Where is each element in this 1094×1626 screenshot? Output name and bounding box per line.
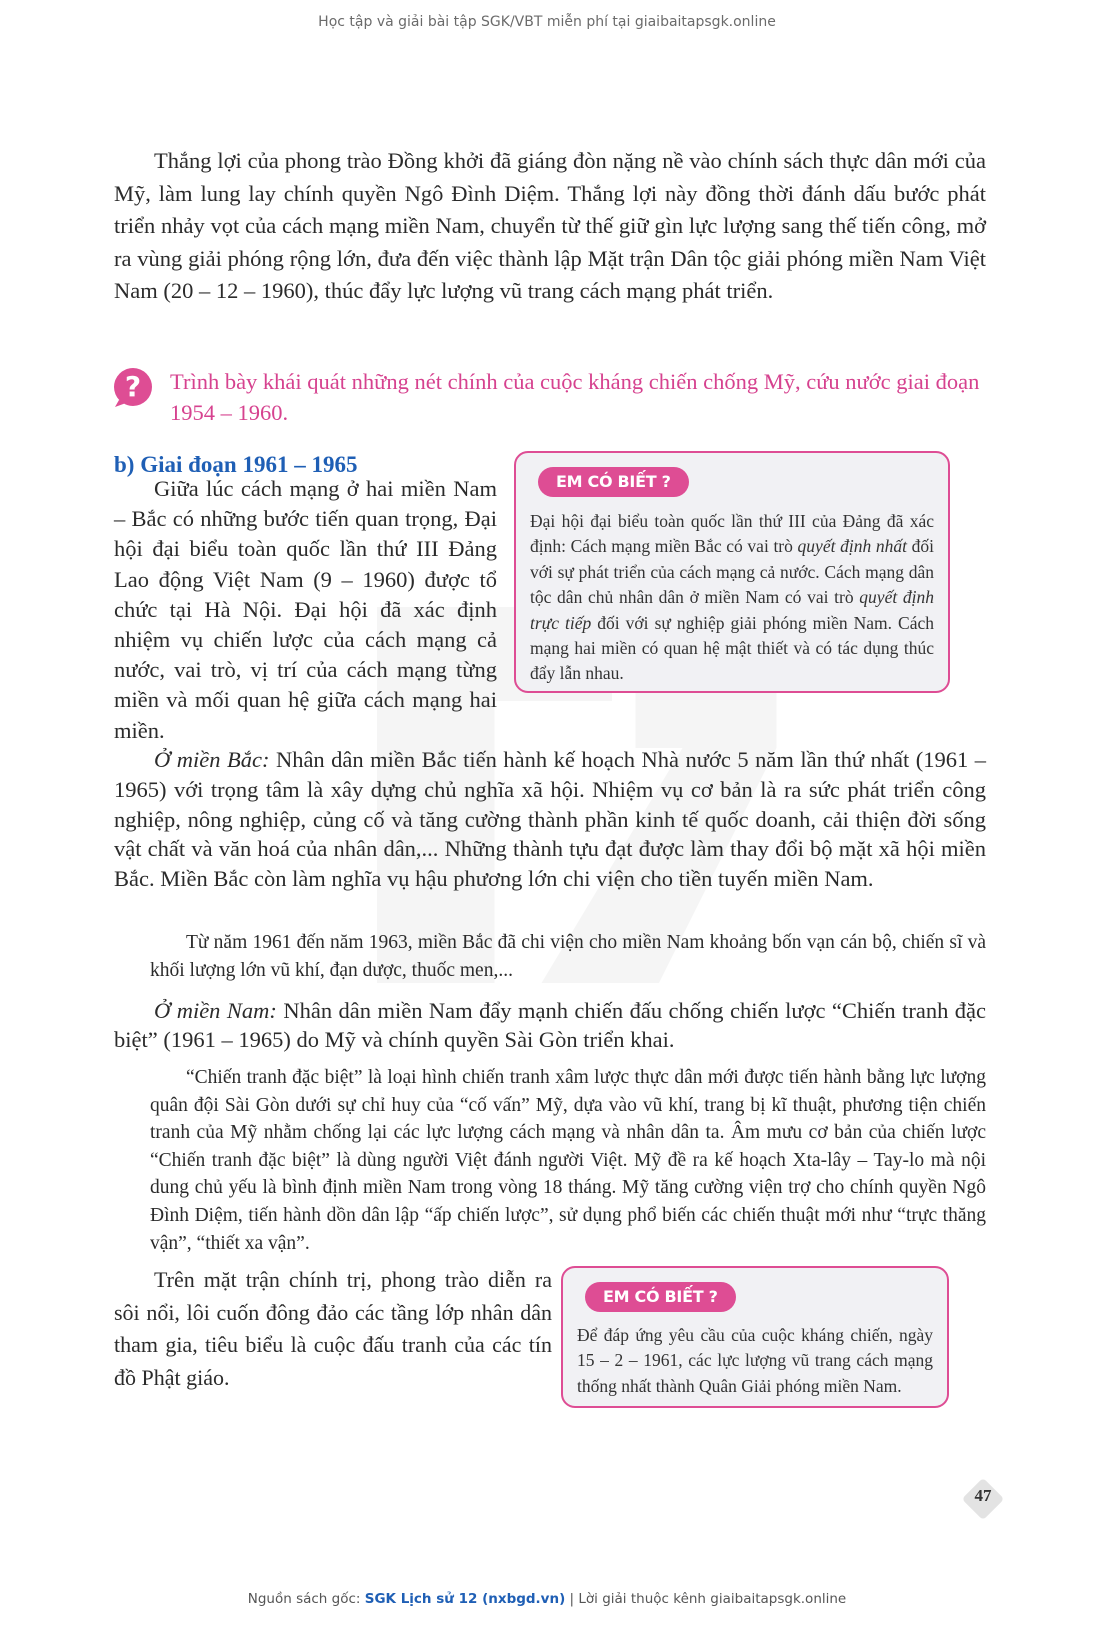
- page-number: [964, 1480, 1004, 1520]
- political-paragraph: Trên mặt trận chính trị, phong trào diễn ra sôi nổi, lôi cuốn đông đảo các tầng lớp nhân dân tham gia, tiêu biểu là cuộc đấu tranh của các tín đồ Phật giáo.: [114, 1267, 552, 1390]
- did-you-know-box-2: [561, 1266, 949, 1408]
- top-watermark: Học tập và giải bài tập SGK/VBT miễn phí tại giaibaitapsgk.online: [318, 14, 776, 30]
- did-you-know-tag: EM CÓ BIẾT ?: [585, 1282, 736, 1312]
- section-heading: b) Giai đoạn 1961 – 1965: [114, 452, 358, 477]
- footer-suffix: | Lời giải thuộc kênh giaibaitapsgk.online: [565, 1591, 847, 1607]
- north-paragraph: Ở miền Bắc: Nhân dân miền Bắc tiến hành kế hoạch Nhà nước 5 năm lần thứ nhất (1961 – 1965) với trọng tâm là xây dựng chủ nghĩa xã hội. Nhiệm vụ cơ bản là ra sức phát triển công nghiệp, nông nghiệp, củng cố và tăng cường thành phần kinh tế quốc doanh, cải thiện đời sống vật chất và văn hoá của nhân dân,... Những thành tựu đạt được làm thay đổi bộ mặt xã hội miền Bắc. Miền Bắc còn làm nghĩa vụ hậu phương lớn chi viện cho tiền tuyến miền Nam.: [114, 747, 986, 892]
- question-text: Trình bày khái quát những nét chính của cuộc kháng chiến chống Mỹ, cứu nước giai đoạn 1954 – 1960.: [170, 369, 980, 425]
- question-mark-icon: [112, 366, 154, 408]
- box1-text: Đại hội đại biểu toàn quốc lần thứ III của Đảng đã xác định: Cách mạng miền Bắc có vai trò quyết định nhất đối với sự phát triển của cách mạng cả nước. Cách mạng dân tộc dân chủ nhân dân ở miền Nam có vai trò quyết định trực tiếp đối với sự nghiệp giải phóng miền Nam. Cách mạng hai miền có quan hệ mật thiết và có tác dụng thúc đẩy lẫn nhau.: [530, 511, 934, 684]
- box2-text: Để đáp ứng yêu cầu của cuộc kháng chiến, ngày 15 – 2 – 1961, các lực lượng vũ trang cách mạng thống nhất thành Quân Giải phóng miền Nam.: [577, 1325, 933, 1396]
- north-note: Từ năm 1961 đến năm 1963, miền Bắc đã chi viện cho miền Nam khoảng bốn vạn cán bộ, chiến sĩ và khối lượng lớn vũ khí, đạn dược, thuốc men,...: [150, 932, 986, 981]
- did-you-know-box-1: [514, 451, 950, 693]
- south-paragraph: Ở miền Nam: Nhân dân miền Nam đẩy mạnh chiến đấu chống chiến lược “Chiến tranh đặc biệt” (1961 – 1965) do Mỹ và chính quyền Sài Gòn triển khai.: [114, 998, 986, 1052]
- svg-text:?: ?: [124, 370, 142, 403]
- did-you-know-tag: EM CÓ BIẾT ?: [538, 467, 689, 497]
- footer: [0, 1591, 1094, 1607]
- footer-source-link[interactable]: SGK Lịch sử 12 (nxbgd.vn): [364, 1591, 566, 1607]
- page-number-label: 47: [974, 1486, 992, 1505]
- footer-prefix: Nguồn sách gốc:: [247, 1591, 365, 1607]
- intro-paragraph: Thắng lợi của phong trào Đồng khởi đã giáng đòn nặng nề vào chính sách thực dân mới của Mỹ, làm lung lay chính quyền Ngô Đình Diệm. Thắng lợi này đồng thời đánh dấu bước phát triển nhảy vọt của cách mạng miền Nam, chuyển từ thế giữ gìn lực lượng sang thế tiến công, mở ra vùng giải phóng rộng lớn, đưa đến việc thành lập Mặt trận Dân tộc giải phóng miền Nam Việt Nam (20 – 12 – 1960), thúc đẩy lực lượng vũ trang cách mạng phát triển.: [114, 148, 986, 303]
- congress-paragraph: Giữa lúc cách mạng ở hai miền Nam – Bắc có những bước tiến quan trọng, Đại hội đại biểu toàn quốc lần thứ III Đảng Lao động Việt Nam (9 – 1960) được tổ chức tại Hà Nội. Đại hội đã xác định nhiệm vụ chiến lược của cách mạng cả nước, vai trò, vị trí của cách mạng từng miền và mối quan hệ giữa cách mạng hai miền.: [114, 476, 497, 743]
- south-note: “Chiến tranh đặc biệt” là loại hình chiến tranh xâm lược thực dân mới được tiến hành bằng lực lượng quân đội Sài Gòn dưới sự chỉ huy của “cố vấn” Mỹ, dựa vào vũ khí, trang bị kĩ thuật, phương tiện chiến tranh của Mỹ nhằm chống lại các lực lượng cách mạng và nhân dân ta. Âm mưu cơ bản của chiến lược “Chiến tranh đặc biệt” là dùng người Việt đánh người Việt. Mỹ đề ra kế hoạch Xta-lây – Tay-lo mà nội dung chủ yếu là bình định miền Nam trong vòng 18 tháng. Mỹ tăng cường viện trợ cho chính quyền Ngô Đình Diệm, tiến hành dồn dân lập “ấp chiến lược”, sử dụng phổ biến các chiến thuật mới như “trực thăng vận”, “thiết xa vận”.: [150, 1067, 986, 1254]
